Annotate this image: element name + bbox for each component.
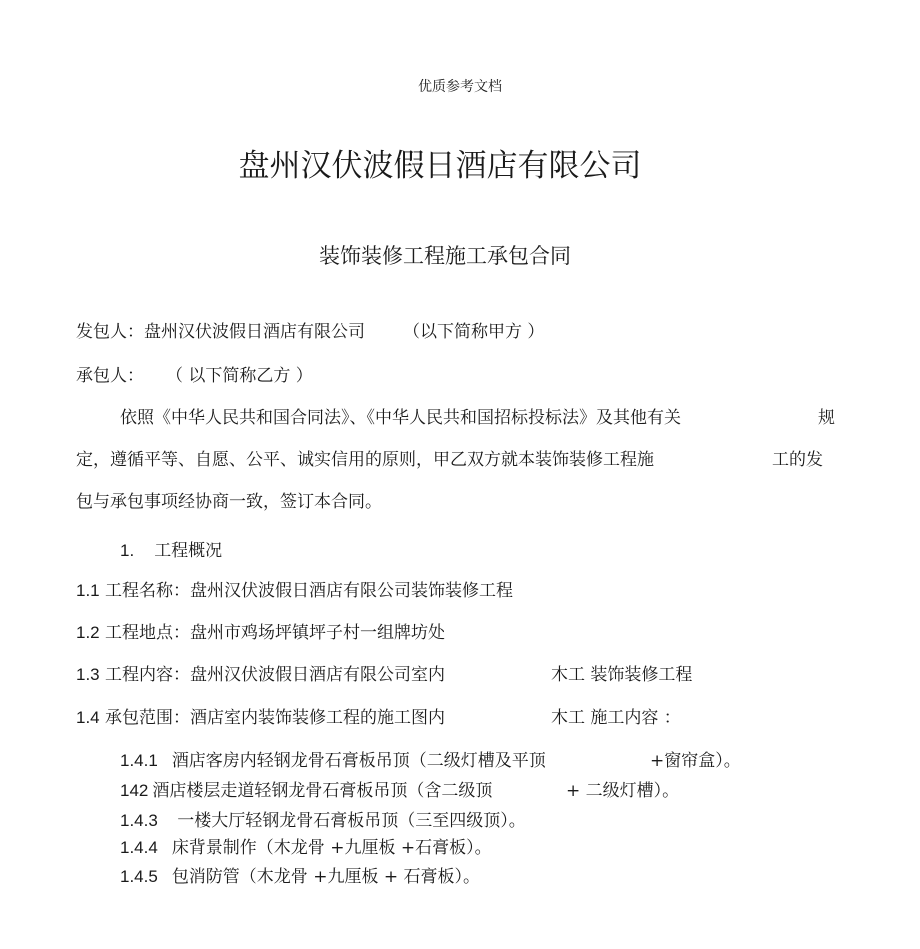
clause-1-3 bbox=[76, 660, 445, 685]
clause-1-2 bbox=[76, 618, 445, 643]
clause-number: 1.2 bbox=[76, 623, 100, 642]
preamble-line-2a: 定，遵循平等、自愿、公平、诚实信用的原则，甲乙双方就本装饰装修工程施 bbox=[76, 450, 654, 470]
subclause-1-4-1 bbox=[120, 746, 546, 771]
subclause-number: 1.4.3 bbox=[120, 811, 158, 830]
subclause-number: 1.4.4 bbox=[120, 838, 158, 857]
clause-text: 工程地点：盘州市鸡场坪镇坪子村一组牌坊处 bbox=[105, 623, 446, 643]
subclause-1-4-1-tail: +窗帘盒）。 bbox=[650, 751, 741, 771]
subclause-number: 1.4.5 bbox=[120, 867, 158, 886]
clause-number: 1.4 bbox=[76, 708, 100, 727]
clause-text: 工程名称：盘州汉伏波假日酒店有限公司装饰装修工程 bbox=[105, 581, 514, 601]
subclause-1-4-5 bbox=[120, 862, 480, 887]
clause-1-4-tail: 木工 施工内容 ： bbox=[551, 708, 681, 728]
subclause-text: 一楼大厅轻钢龙骨石膏板吊顶（三至四级顶）。 bbox=[171, 811, 526, 831]
employer-line bbox=[76, 317, 544, 342]
section-1-heading bbox=[120, 536, 222, 561]
subclause-1-4-3 bbox=[120, 806, 526, 831]
subclause-text: 床背景制作（木龙骨 +九厘板 +石膏板）。 bbox=[171, 838, 492, 858]
employer-name: 盘州汉伏波假日酒店有限公司 bbox=[144, 322, 365, 342]
employer-label: 发包人： bbox=[76, 322, 144, 342]
clause-1-3-tail: 木工 装饰装修工程 bbox=[551, 665, 693, 685]
subclause-1-4-4 bbox=[120, 833, 492, 858]
subclause-text: 酒店客房内轻钢龙骨石膏板吊顶（二级灯槽及平顶 bbox=[171, 751, 546, 771]
clause-text: 工程内容：盘州汉伏波假日酒店有限公司室内 bbox=[105, 665, 446, 685]
subclause-number: 1.4.1 bbox=[120, 751, 158, 770]
preamble-line-2b: 工的发 bbox=[772, 450, 823, 470]
header-note: 优质参考文档 bbox=[418, 79, 502, 95]
subclause-text: 酒店楼层走道轻钢龙骨石膏板吊顶（含二级顶 bbox=[152, 781, 493, 801]
contractor-alias: （ 以下简称乙方 ） bbox=[166, 366, 313, 386]
section-1-title: 工程概况 bbox=[154, 541, 223, 561]
preamble-line-1a: 依照《中华人民共和国合同法》、《中华人民共和国招标投标法》及其他有关 bbox=[120, 408, 681, 428]
subclause-text: 包消防管（木龙骨 +九厘板 + 石膏板）。 bbox=[171, 867, 481, 887]
clause-1-4 bbox=[76, 703, 445, 728]
clause-number: 1.3 bbox=[76, 665, 100, 684]
subclause-1-4-2 bbox=[120, 776, 492, 801]
preamble-line-1b: 规 bbox=[818, 408, 835, 428]
clause-text: 承包范围：酒店室内装饰装修工程的施工图内 bbox=[105, 708, 446, 728]
subclause-1-4-2-tail: + 二级灯槽）。 bbox=[566, 781, 680, 801]
contractor-label: 承包人： bbox=[76, 366, 144, 386]
company-title: 盘州汉伏波假日酒店有限公司 bbox=[238, 148, 642, 184]
contract-title: 装饰装修工程施工承包合同 bbox=[319, 244, 571, 268]
employer-alias: （以下简称甲方 ） bbox=[403, 322, 545, 342]
preamble-line-3: 包与承包事项经协商一致，签订本合同。 bbox=[76, 492, 382, 512]
subclause-number: 142 bbox=[120, 781, 149, 800]
contractor-line bbox=[76, 361, 313, 386]
section-1-number: 1. bbox=[120, 541, 135, 560]
clause-number: 1.1 bbox=[76, 581, 100, 600]
clause-1-1 bbox=[76, 576, 513, 601]
